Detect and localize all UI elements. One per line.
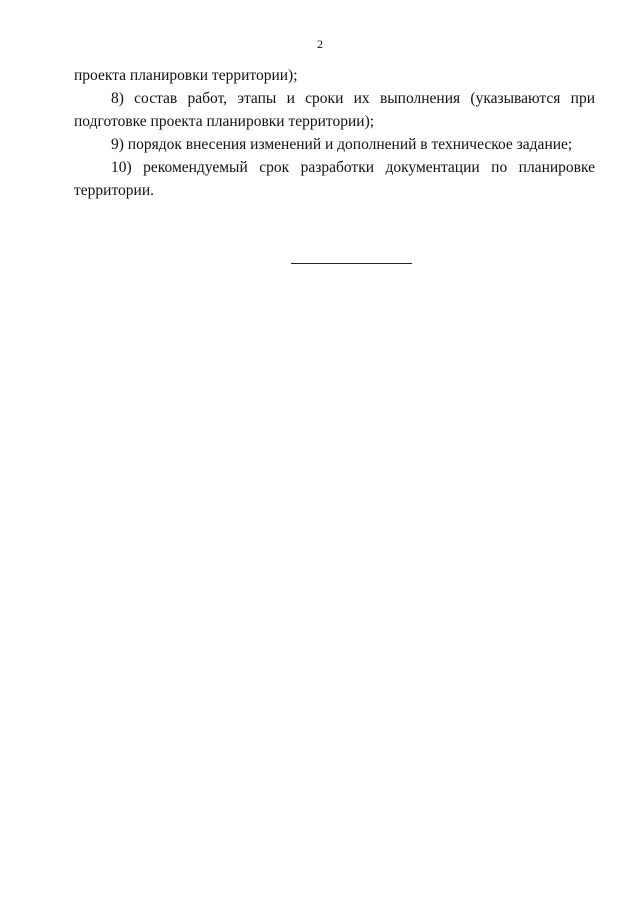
list-item-9: 9) порядок внесения изменений и дополнений в техническое задание; <box>111 136 573 153</box>
text-line-continuation: проекта планировки территории); <box>74 67 298 84</box>
list-item-10: 10) рекомендуемый срок разработки документации по планировке <box>111 159 595 176</box>
list-item-8-continuation: подготовке проекта планировки территории); <box>74 113 375 130</box>
document-body <box>74 64 595 202</box>
list-item-8: 8) состав работ, этапы и сроки их выполнения (указываются при <box>111 90 595 107</box>
end-separator-line <box>291 263 412 264</box>
list-item-10-continuation: территории. <box>74 182 154 199</box>
page-number: 2 <box>317 37 323 51</box>
